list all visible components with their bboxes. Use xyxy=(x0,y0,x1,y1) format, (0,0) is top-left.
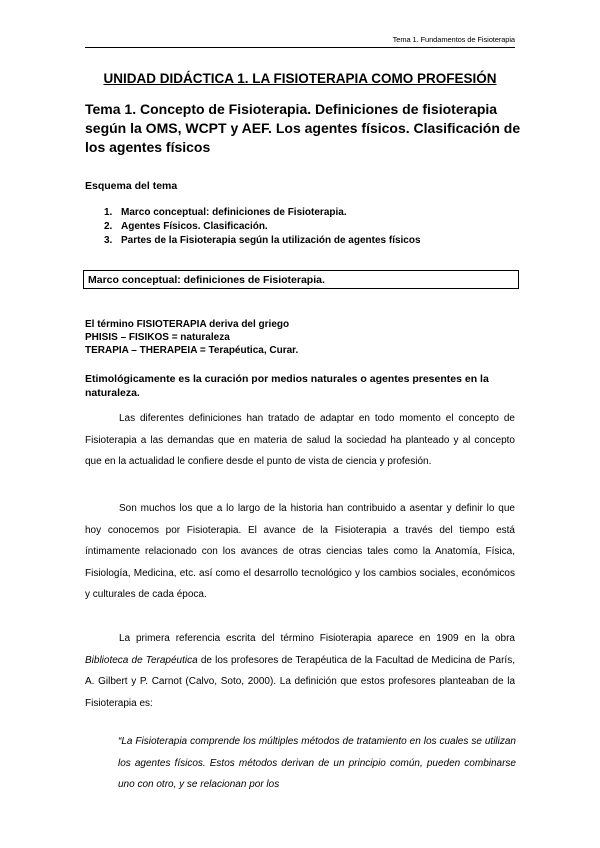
book-title: Biblioteca de Terapéutica xyxy=(85,654,198,666)
outline-item-text: Marco conceptual: definiciones de Fisioterapia. xyxy=(121,207,347,218)
outline-item-text: Agentes Físicos. Clasificación. xyxy=(121,221,268,232)
body-paragraph: Son muchos los que a lo largo de la historia han contribuido a asentar y definir lo que hoy conocemos por Fisioterapia. El avance de la Fisioterapia a través del tiempo está íntimamente relacionado con los avances de otras ciencias tales como la Anatomía, Física, Fisiología, Medicina, etc. así como el desarrollo tecnológico y los cambios sociales, económicos y culturales de cada época. xyxy=(85,503,515,600)
unit-title: UNIDAD DIDÁCTICA 1. LA FISIOTERAPIA COMO PROFESIÓN xyxy=(103,71,497,86)
outline-item-number: 3. xyxy=(104,235,113,246)
body-paragraph xyxy=(85,628,515,714)
outline-item xyxy=(104,206,421,220)
header-divider xyxy=(85,47,515,48)
definition-quote: “La Fisioterapia comprende los múltiples métodos de tratamiento en los cuales se utilizan los agentes físicos. Estos métodos derivan de un principio común, pueden combinarse uno con otro, y se relacionan por los xyxy=(118,736,516,790)
running-header: Tema 1. Fundamentos de Fisioterapia xyxy=(392,35,515,44)
outline-item-number: 2. xyxy=(104,221,113,232)
section-heading: Marco conceptual: definiciones de Fisioterapia. xyxy=(83,270,519,289)
term-line: PHISIS – FISIKOS = naturaleza xyxy=(85,332,230,343)
outline-item-number: 1. xyxy=(104,207,113,218)
etymology-statement: Etimológicamente es la curación por medios naturales o agentes presentes en la naturaleza. xyxy=(85,373,489,399)
topic-title: Tema 1. Concepto de Fisioterapia. Definiciones de fisioterapia según la OMS, WCPT y AEF. Los agentes físicos. Clasificación de los agentes físicos xyxy=(85,101,521,155)
term-line: TERAPIA – THERAPEIA = Terapéutica, Curar. xyxy=(85,345,299,356)
paragraph-text: de los profesores de Terapéutica de la Facultad de Medicina de París, A. Gilbert y P. Carnot (Calvo, Soto, 2000). La definición que estos profesores planteaban de la Fisioterapia es: xyxy=(85,654,515,709)
outline-title: Esquema del tema xyxy=(85,180,178,192)
term-line: El término FISIOTERAPIA deriva del griego xyxy=(85,319,290,330)
term-definition xyxy=(85,318,298,357)
outline-item-text: Partes de la Fisioterapia según la utilización de agentes físicos xyxy=(121,235,421,246)
outline-item xyxy=(104,220,421,234)
paragraph-text: La primera referencia escrita del término Fisioterapia aparece en 1909 en la obra xyxy=(119,633,515,644)
body-paragraph: Las diferentes definiciones han tratado de adaptar en todo momento el concepto de Fisioterapia a las demandas que en materia de salud la sociedad ha planteado y al concepto que en la actualidad le confiere desde el punto de vista de ciencia y profesión. xyxy=(85,413,515,467)
outline-item xyxy=(104,234,421,248)
outline-list xyxy=(104,206,421,248)
